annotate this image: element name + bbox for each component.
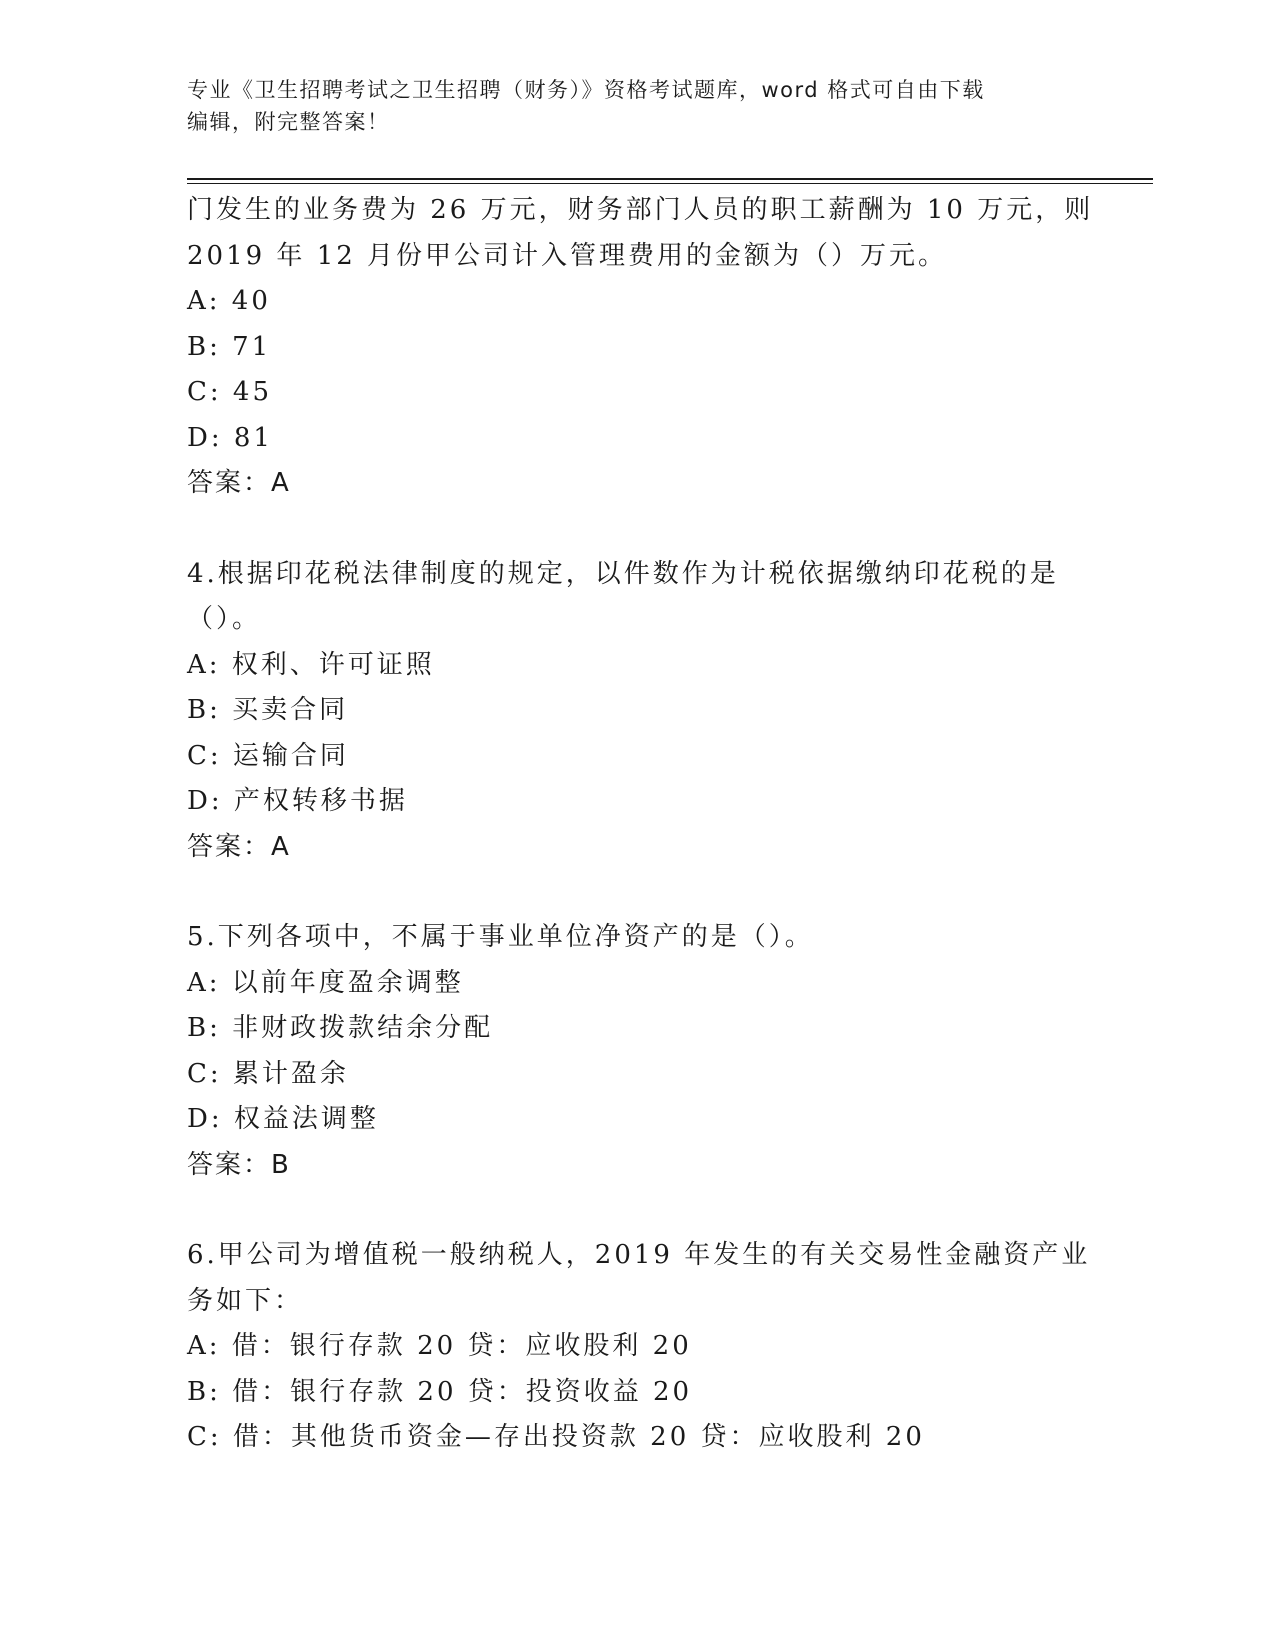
option-c: C: 借：其他货币资金—存出投资款 20 贷：应收股利 20 [187, 1422, 925, 1452]
option-b: B: 非财政拨款结余分配 [187, 1013, 494, 1043]
answer: 答案：B [187, 1149, 291, 1180]
option-a: A: 借：银行存款 20 贷：应收股利 20 [187, 1331, 692, 1361]
question-stem: 6.甲公司为增值税一般纳税人，2019 年发生的有关交易性金融资产业 [187, 1240, 1091, 1270]
question-6 [187, 1233, 1091, 1461]
question-stem: （）。 [187, 604, 262, 634]
option-d: D: 81 [187, 422, 273, 453]
question-stem: 门发生的业务费为 26 万元，财务部门人员的职工薪酬为 10 万元，则 [187, 195, 1094, 225]
question-4 [187, 552, 1087, 871]
question-5 [187, 915, 1087, 1188]
option-d: D: 产权转移书据 [187, 786, 408, 816]
option-d: D: 权益法调整 [187, 1104, 379, 1134]
question-list [187, 188, 1094, 1461]
header-line-1: 专业《卫生招聘考试之卫生招聘（财务）》资格考试题库，word 格式可自由下载 [187, 78, 985, 102]
answer: 答案：A [187, 468, 291, 498]
question-stem: 务如下： [187, 1285, 304, 1316]
question-3 [187, 188, 1094, 507]
option-a: A: 40 [187, 286, 271, 316]
question-stem: 4.根据印花税法律制度的规定，以件数作为计税依据缴纳印花税的是 [187, 558, 1059, 589]
option-c: C: 45 [187, 377, 273, 407]
answer: 答案：A [187, 831, 291, 862]
option-a: A: 权利、许可证照 [187, 649, 435, 680]
option-b: B: 71 [187, 331, 272, 362]
option-c: C: 累计盈余 [187, 1058, 349, 1089]
document-header [187, 74, 1067, 138]
header-rule-thick [187, 178, 1153, 180]
option-b: B: 借：银行存款 20 贷：投资收益 20 [187, 1376, 693, 1407]
header-rule-thin [187, 183, 1153, 184]
header-line-2: 编辑，附完整答案！ [187, 110, 390, 134]
option-a: A: 以前年度盈余调整 [187, 967, 464, 998]
option-c: C: 运输合同 [187, 740, 349, 771]
question-stem: 5.下列各项中，不属于事业单位净资产的是（）。 [187, 922, 814, 952]
question-stem: 2019 年 12 月份甲公司计入管理费用的金额为（）万元。 [187, 240, 948, 271]
option-b: B: 买卖合同 [187, 695, 349, 725]
